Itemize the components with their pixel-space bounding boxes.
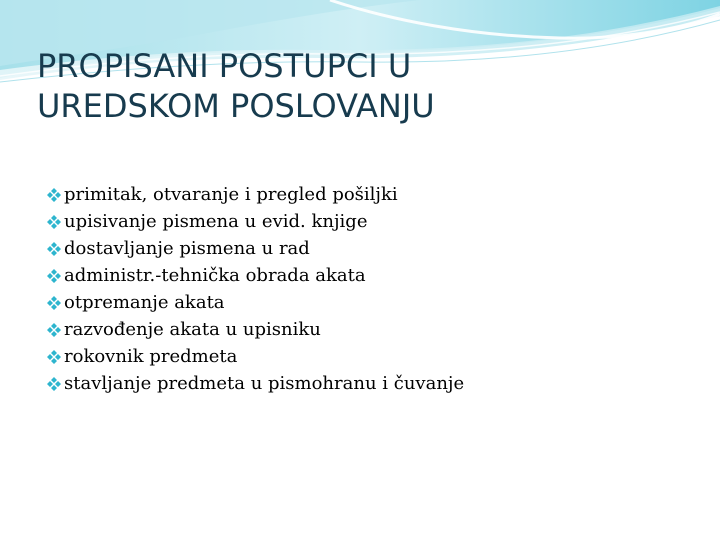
list-item <box>46 262 464 289</box>
bullet-text: otpremanje akata <box>64 292 225 313</box>
bullet-text: primitak, otvaranje i pregled pošiljki <box>64 184 398 205</box>
bullet-text: stavljanje predmeta u pismohranu i čuvanje <box>64 373 465 394</box>
list-item <box>46 370 464 397</box>
list-item <box>46 208 464 235</box>
title-line-2: UREDSKOM POSLOVANJU <box>37 87 435 125</box>
diamond-four-leaf-icon <box>46 214 62 230</box>
list-item <box>46 316 464 343</box>
bullet-list <box>46 181 464 397</box>
bullet-text: administr.-tehnička obrada akata <box>64 265 366 286</box>
diamond-four-leaf-icon <box>46 268 62 284</box>
diamond-four-leaf-icon <box>46 187 62 203</box>
list-item <box>46 289 464 316</box>
slide-title <box>37 46 677 126</box>
diamond-four-leaf-icon <box>46 376 62 392</box>
list-item <box>46 181 464 208</box>
list-item <box>46 235 464 262</box>
bullet-text: upisivanje pismena u evid. knjige <box>64 211 368 232</box>
diamond-four-leaf-icon <box>46 295 62 311</box>
diamond-four-leaf-icon <box>46 349 62 365</box>
diamond-four-leaf-icon <box>46 241 62 257</box>
diamond-four-leaf-icon <box>46 322 62 338</box>
list-item <box>46 343 464 370</box>
bullet-text: razvođenje akata u upisniku <box>64 319 321 340</box>
bullet-text: dostavljanje pismena u rad <box>64 238 310 259</box>
title-line-1: PROPISANI POSTUPCI U <box>37 47 412 85</box>
bullet-text: rokovnik predmeta <box>64 346 238 367</box>
